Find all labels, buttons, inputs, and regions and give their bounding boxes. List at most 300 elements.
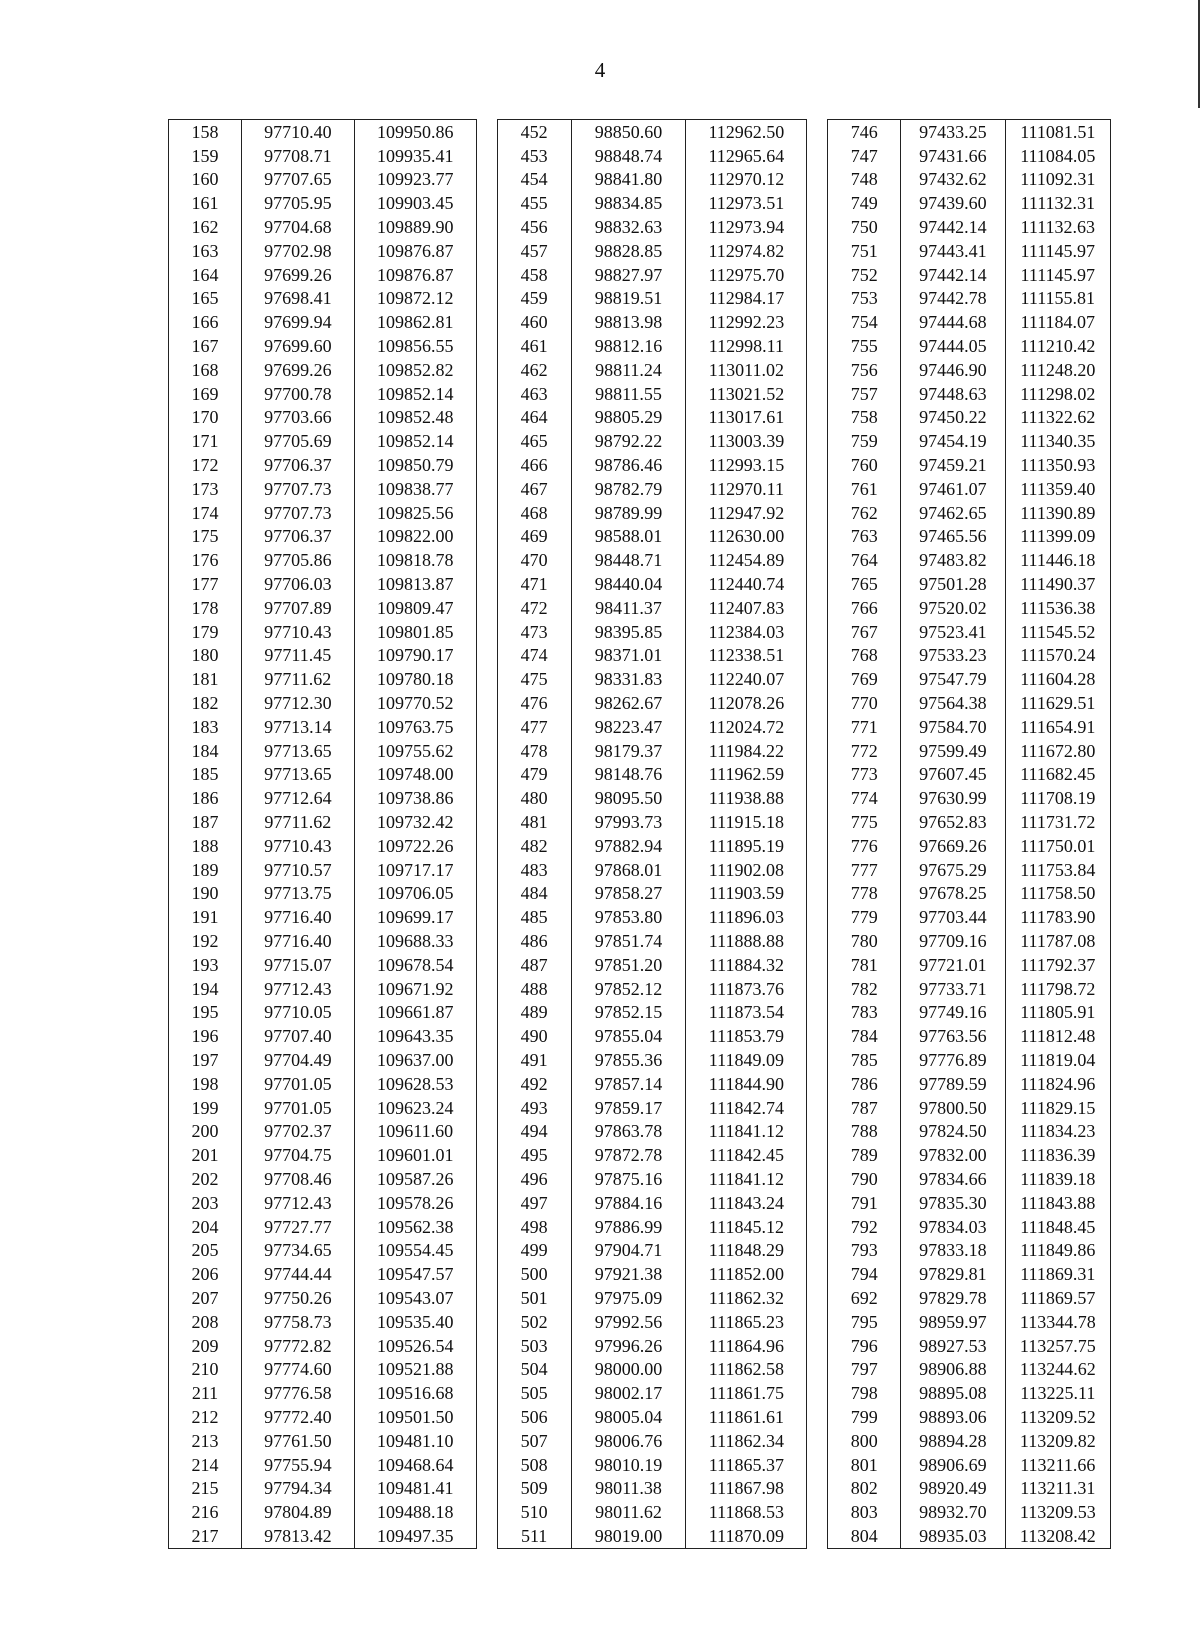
x-coordinate-cell: 97992.56 bbox=[571, 1310, 686, 1334]
x-coordinate-cell: 97776.58 bbox=[242, 1381, 355, 1405]
x-coordinate-cell: 97712.30 bbox=[242, 691, 355, 715]
y-coordinate-cell: 109578.26 bbox=[354, 1191, 476, 1215]
point-number-cell: 788 bbox=[828, 1119, 901, 1143]
x-coordinate-cell: 98805.29 bbox=[571, 406, 686, 430]
y-coordinate-cell: 109521.88 bbox=[354, 1357, 476, 1381]
column-separator bbox=[476, 334, 497, 358]
y-coordinate-cell: 113257.75 bbox=[1005, 1334, 1110, 1358]
point-number-cell: 453 bbox=[497, 144, 571, 168]
point-number-cell: 162 bbox=[169, 215, 242, 239]
column-separator bbox=[476, 1476, 497, 1500]
point-number-cell: 777 bbox=[828, 858, 901, 882]
x-coordinate-cell: 98789.99 bbox=[571, 501, 686, 525]
point-number-cell: 801 bbox=[828, 1453, 901, 1477]
point-number-cell: 766 bbox=[828, 596, 901, 620]
x-coordinate-cell: 97444.68 bbox=[901, 310, 1005, 334]
table-row bbox=[169, 929, 1111, 953]
x-coordinate-cell: 97707.89 bbox=[242, 596, 355, 620]
y-coordinate-cell: 111869.57 bbox=[1005, 1286, 1110, 1310]
y-coordinate-cell: 111861.61 bbox=[686, 1405, 807, 1429]
column-separator bbox=[476, 453, 497, 477]
y-coordinate-cell: 111862.32 bbox=[686, 1286, 807, 1310]
point-number-cell: 758 bbox=[828, 406, 901, 430]
table-row bbox=[169, 239, 1111, 263]
y-coordinate-cell: 109468.64 bbox=[354, 1453, 476, 1477]
point-number-cell: 769 bbox=[828, 667, 901, 691]
y-coordinate-cell: 111938.88 bbox=[686, 786, 807, 810]
x-coordinate-cell: 97868.01 bbox=[571, 858, 686, 882]
point-number-cell: 802 bbox=[828, 1476, 901, 1500]
y-coordinate-cell: 111248.20 bbox=[1005, 358, 1110, 382]
x-coordinate-cell: 97710.57 bbox=[242, 858, 355, 882]
column-separator bbox=[807, 1262, 828, 1286]
y-coordinate-cell: 111570.24 bbox=[1005, 644, 1110, 668]
column-separator bbox=[476, 191, 497, 215]
column-separator bbox=[476, 1453, 497, 1477]
column-separator bbox=[807, 786, 828, 810]
column-separator bbox=[807, 1310, 828, 1334]
x-coordinate-cell: 97702.98 bbox=[242, 239, 355, 263]
point-number-cell: 198 bbox=[169, 1072, 242, 1096]
point-number-cell: 480 bbox=[497, 786, 571, 810]
point-number-cell: 192 bbox=[169, 929, 242, 953]
y-coordinate-cell: 113211.31 bbox=[1005, 1476, 1110, 1500]
x-coordinate-cell: 98935.03 bbox=[901, 1524, 1005, 1548]
x-coordinate-cell: 98894.28 bbox=[901, 1429, 1005, 1453]
y-coordinate-cell: 112384.03 bbox=[686, 620, 807, 644]
point-number-cell: 771 bbox=[828, 715, 901, 739]
point-number-cell: 475 bbox=[497, 667, 571, 691]
y-coordinate-cell: 112078.26 bbox=[686, 691, 807, 715]
x-coordinate-cell: 98895.08 bbox=[901, 1381, 1005, 1405]
x-coordinate-cell: 97707.73 bbox=[242, 477, 355, 501]
x-coordinate-cell: 98920.49 bbox=[901, 1476, 1005, 1500]
point-number-cell: 774 bbox=[828, 786, 901, 810]
y-coordinate-cell: 109587.26 bbox=[354, 1167, 476, 1191]
x-coordinate-cell: 97442.14 bbox=[901, 263, 1005, 287]
point-number-cell: 196 bbox=[169, 1024, 242, 1048]
x-coordinate-cell: 97446.90 bbox=[901, 358, 1005, 382]
point-number-cell: 169 bbox=[169, 382, 242, 406]
point-number-cell: 200 bbox=[169, 1119, 242, 1143]
y-coordinate-cell: 109856.55 bbox=[354, 334, 476, 358]
column-separator bbox=[807, 1453, 828, 1477]
x-coordinate-cell: 97755.94 bbox=[242, 1453, 355, 1477]
x-coordinate-cell: 98792.22 bbox=[571, 429, 686, 453]
y-coordinate-cell: 109780.18 bbox=[354, 667, 476, 691]
y-coordinate-cell: 111708.19 bbox=[1005, 786, 1110, 810]
x-coordinate-cell: 97712.43 bbox=[242, 1191, 355, 1215]
table-row bbox=[169, 1310, 1111, 1334]
point-number-cell: 765 bbox=[828, 572, 901, 596]
x-coordinate-cell: 98827.97 bbox=[571, 263, 686, 287]
point-number-cell: 790 bbox=[828, 1167, 901, 1191]
y-coordinate-cell: 111869.31 bbox=[1005, 1262, 1110, 1286]
y-coordinate-cell: 111862.58 bbox=[686, 1357, 807, 1381]
x-coordinate-cell: 97774.60 bbox=[242, 1357, 355, 1381]
point-number-cell: 479 bbox=[497, 763, 571, 787]
table-row bbox=[169, 1357, 1111, 1381]
y-coordinate-cell: 111844.90 bbox=[686, 1072, 807, 1096]
y-coordinate-cell: 109717.17 bbox=[354, 858, 476, 882]
point-number-cell: 216 bbox=[169, 1500, 242, 1524]
y-coordinate-cell: 112993.15 bbox=[686, 453, 807, 477]
x-coordinate-cell: 98848.74 bbox=[571, 144, 686, 168]
y-coordinate-cell: 111155.81 bbox=[1005, 287, 1110, 311]
point-number-cell: 465 bbox=[497, 429, 571, 453]
y-coordinate-cell: 109738.86 bbox=[354, 786, 476, 810]
x-coordinate-cell: 97855.36 bbox=[571, 1048, 686, 1072]
y-coordinate-cell: 111132.63 bbox=[1005, 215, 1110, 239]
column-separator bbox=[807, 763, 828, 787]
column-separator bbox=[476, 1405, 497, 1429]
point-number-cell: 215 bbox=[169, 1476, 242, 1500]
point-number-cell: 454 bbox=[497, 168, 571, 192]
y-coordinate-cell: 111322.62 bbox=[1005, 406, 1110, 430]
y-coordinate-cell: 111862.34 bbox=[686, 1429, 807, 1453]
point-number-cell: 800 bbox=[828, 1429, 901, 1453]
point-number-cell: 789 bbox=[828, 1143, 901, 1167]
x-coordinate-cell: 98811.55 bbox=[571, 382, 686, 406]
point-number-cell: 455 bbox=[497, 191, 571, 215]
y-coordinate-cell: 111081.51 bbox=[1005, 120, 1110, 144]
y-coordinate-cell: 112973.51 bbox=[686, 191, 807, 215]
column-separator bbox=[476, 810, 497, 834]
x-coordinate-cell: 97705.69 bbox=[242, 429, 355, 453]
point-number-cell: 180 bbox=[169, 644, 242, 668]
point-number-cell: 498 bbox=[497, 1215, 571, 1239]
x-coordinate-cell: 97859.17 bbox=[571, 1096, 686, 1120]
x-coordinate-cell: 97462.65 bbox=[901, 501, 1005, 525]
table-row bbox=[169, 977, 1111, 1001]
y-coordinate-cell: 109722.26 bbox=[354, 834, 476, 858]
table-row bbox=[169, 144, 1111, 168]
x-coordinate-cell: 97675.29 bbox=[901, 858, 1005, 882]
x-coordinate-cell: 97704.75 bbox=[242, 1143, 355, 1167]
y-coordinate-cell: 113209.53 bbox=[1005, 1500, 1110, 1524]
column-separator bbox=[476, 1072, 497, 1096]
column-separator bbox=[807, 310, 828, 334]
y-coordinate-cell: 112984.17 bbox=[686, 287, 807, 311]
x-coordinate-cell: 97706.03 bbox=[242, 572, 355, 596]
column-separator bbox=[807, 1238, 828, 1262]
point-number-cell: 452 bbox=[497, 120, 571, 144]
y-coordinate-cell: 109554.45 bbox=[354, 1238, 476, 1262]
table-row bbox=[169, 572, 1111, 596]
y-coordinate-cell: 109801.85 bbox=[354, 620, 476, 644]
x-coordinate-cell: 97832.00 bbox=[901, 1143, 1005, 1167]
point-number-cell: 759 bbox=[828, 429, 901, 453]
y-coordinate-cell: 112973.94 bbox=[686, 215, 807, 239]
column-separator bbox=[476, 1381, 497, 1405]
y-coordinate-cell: 111298.02 bbox=[1005, 382, 1110, 406]
y-coordinate-cell: 109481.10 bbox=[354, 1429, 476, 1453]
x-coordinate-cell: 97700.78 bbox=[242, 382, 355, 406]
x-coordinate-cell: 98959.97 bbox=[901, 1310, 1005, 1334]
column-separator bbox=[807, 501, 828, 525]
y-coordinate-cell: 111848.45 bbox=[1005, 1215, 1110, 1239]
point-number-cell: 458 bbox=[497, 263, 571, 287]
y-coordinate-cell: 109822.00 bbox=[354, 525, 476, 549]
point-number-cell: 503 bbox=[497, 1334, 571, 1358]
table-row bbox=[169, 334, 1111, 358]
x-coordinate-cell: 98828.85 bbox=[571, 239, 686, 263]
y-coordinate-cell: 111873.76 bbox=[686, 977, 807, 1001]
y-coordinate-cell: 111792.37 bbox=[1005, 953, 1110, 977]
point-number-cell: 484 bbox=[497, 882, 571, 906]
x-coordinate-cell: 97851.74 bbox=[571, 929, 686, 953]
x-coordinate-cell: 97713.65 bbox=[242, 739, 355, 763]
y-coordinate-cell: 111884.32 bbox=[686, 953, 807, 977]
x-coordinate-cell: 97708.46 bbox=[242, 1167, 355, 1191]
y-coordinate-cell: 111399.09 bbox=[1005, 525, 1110, 549]
table-row bbox=[169, 287, 1111, 311]
y-coordinate-cell: 111654.91 bbox=[1005, 715, 1110, 739]
y-coordinate-cell: 109852.14 bbox=[354, 429, 476, 453]
point-number-cell: 761 bbox=[828, 477, 901, 501]
y-coordinate-cell: 109852.82 bbox=[354, 358, 476, 382]
table-row bbox=[169, 1119, 1111, 1143]
x-coordinate-cell: 97678.25 bbox=[901, 882, 1005, 906]
point-number-cell: 190 bbox=[169, 882, 242, 906]
x-coordinate-cell: 98179.37 bbox=[571, 739, 686, 763]
point-number-cell: 793 bbox=[828, 1238, 901, 1262]
point-number-cell: 501 bbox=[497, 1286, 571, 1310]
x-coordinate-cell: 97921.38 bbox=[571, 1262, 686, 1286]
y-coordinate-cell: 111868.53 bbox=[686, 1500, 807, 1524]
x-coordinate-cell: 97705.95 bbox=[242, 191, 355, 215]
column-separator bbox=[807, 1524, 828, 1548]
column-separator bbox=[476, 667, 497, 691]
point-number-cell: 751 bbox=[828, 239, 901, 263]
y-coordinate-cell: 111842.74 bbox=[686, 1096, 807, 1120]
point-number-cell: 205 bbox=[169, 1238, 242, 1262]
x-coordinate-cell: 97872.78 bbox=[571, 1143, 686, 1167]
point-number-cell: 770 bbox=[828, 691, 901, 715]
y-coordinate-cell: 111836.39 bbox=[1005, 1143, 1110, 1167]
y-coordinate-cell: 111731.72 bbox=[1005, 810, 1110, 834]
point-number-cell: 179 bbox=[169, 620, 242, 644]
x-coordinate-cell: 98005.04 bbox=[571, 1405, 686, 1429]
point-number-cell: 207 bbox=[169, 1286, 242, 1310]
point-number-cell: 176 bbox=[169, 548, 242, 572]
point-number-cell: 787 bbox=[828, 1096, 901, 1120]
column-separator bbox=[807, 525, 828, 549]
column-separator bbox=[476, 1024, 497, 1048]
point-number-cell: 746 bbox=[828, 120, 901, 144]
point-number-cell: 509 bbox=[497, 1476, 571, 1500]
x-coordinate-cell: 98019.00 bbox=[571, 1524, 686, 1548]
column-separator bbox=[807, 1357, 828, 1381]
point-number-cell: 191 bbox=[169, 905, 242, 929]
point-number-cell: 797 bbox=[828, 1357, 901, 1381]
x-coordinate-cell: 98893.06 bbox=[901, 1405, 1005, 1429]
x-coordinate-cell: 98095.50 bbox=[571, 786, 686, 810]
column-separator bbox=[476, 929, 497, 953]
x-coordinate-cell: 97465.56 bbox=[901, 525, 1005, 549]
column-separator bbox=[807, 215, 828, 239]
point-number-cell: 497 bbox=[497, 1191, 571, 1215]
table-row bbox=[169, 763, 1111, 787]
point-number-cell: 478 bbox=[497, 739, 571, 763]
y-coordinate-cell: 109623.24 bbox=[354, 1096, 476, 1120]
table-row bbox=[169, 620, 1111, 644]
column-separator bbox=[807, 1381, 828, 1405]
column-separator bbox=[807, 1024, 828, 1048]
column-separator bbox=[807, 739, 828, 763]
x-coordinate-cell: 97459.21 bbox=[901, 453, 1005, 477]
point-number-cell: 470 bbox=[497, 548, 571, 572]
x-coordinate-cell: 97701.05 bbox=[242, 1072, 355, 1096]
column-separator bbox=[807, 572, 828, 596]
column-separator bbox=[476, 644, 497, 668]
y-coordinate-cell: 109688.33 bbox=[354, 929, 476, 953]
column-separator bbox=[476, 715, 497, 739]
point-number-cell: 487 bbox=[497, 953, 571, 977]
point-number-cell: 177 bbox=[169, 572, 242, 596]
x-coordinate-cell: 97975.09 bbox=[571, 1286, 686, 1310]
y-coordinate-cell: 111839.18 bbox=[1005, 1167, 1110, 1191]
column-separator bbox=[807, 596, 828, 620]
table-row bbox=[169, 1024, 1111, 1048]
y-coordinate-cell: 109872.12 bbox=[354, 287, 476, 311]
y-coordinate-cell: 112970.12 bbox=[686, 168, 807, 192]
point-number-cell: 473 bbox=[497, 620, 571, 644]
x-coordinate-cell: 97851.20 bbox=[571, 953, 686, 977]
x-coordinate-cell: 98223.47 bbox=[571, 715, 686, 739]
y-coordinate-cell: 111903.59 bbox=[686, 882, 807, 906]
y-coordinate-cell: 111824.96 bbox=[1005, 1072, 1110, 1096]
table-row bbox=[169, 168, 1111, 192]
y-coordinate-cell: 109876.87 bbox=[354, 263, 476, 287]
point-number-cell: 500 bbox=[497, 1262, 571, 1286]
point-number-cell: 791 bbox=[828, 1191, 901, 1215]
point-number-cell: 214 bbox=[169, 1453, 242, 1477]
x-coordinate-cell: 97713.75 bbox=[242, 882, 355, 906]
x-coordinate-cell: 97835.30 bbox=[901, 1191, 1005, 1215]
y-coordinate-cell: 109763.75 bbox=[354, 715, 476, 739]
point-number-cell: 491 bbox=[497, 1048, 571, 1072]
point-number-cell: 472 bbox=[497, 596, 571, 620]
x-coordinate-cell: 97904.71 bbox=[571, 1238, 686, 1262]
x-coordinate-cell: 97857.14 bbox=[571, 1072, 686, 1096]
point-number-cell: 194 bbox=[169, 977, 242, 1001]
x-coordinate-cell: 97712.43 bbox=[242, 977, 355, 1001]
column-separator bbox=[476, 882, 497, 906]
column-separator bbox=[807, 191, 828, 215]
x-coordinate-cell: 97707.73 bbox=[242, 501, 355, 525]
x-coordinate-cell: 97716.40 bbox=[242, 905, 355, 929]
table-row bbox=[169, 382, 1111, 406]
column-separator bbox=[807, 120, 828, 144]
x-coordinate-cell: 97533.23 bbox=[901, 644, 1005, 668]
point-number-cell: 779 bbox=[828, 905, 901, 929]
column-separator bbox=[807, 382, 828, 406]
column-separator bbox=[476, 501, 497, 525]
y-coordinate-cell: 109813.87 bbox=[354, 572, 476, 596]
table-row bbox=[169, 1215, 1111, 1239]
x-coordinate-cell: 97713.65 bbox=[242, 763, 355, 787]
point-number-cell: 495 bbox=[497, 1143, 571, 1167]
point-number-cell: 505 bbox=[497, 1381, 571, 1405]
column-separator bbox=[476, 1524, 497, 1548]
y-coordinate-cell: 113344.78 bbox=[1005, 1310, 1110, 1334]
table-row bbox=[169, 1500, 1111, 1524]
y-coordinate-cell: 109852.14 bbox=[354, 382, 476, 406]
column-separator bbox=[476, 263, 497, 287]
y-coordinate-cell: 112338.51 bbox=[686, 644, 807, 668]
y-coordinate-cell: 109935.41 bbox=[354, 144, 476, 168]
table-row bbox=[169, 1191, 1111, 1215]
y-coordinate-cell: 111853.79 bbox=[686, 1024, 807, 1048]
point-number-cell: 163 bbox=[169, 239, 242, 263]
point-number-cell: 463 bbox=[497, 382, 571, 406]
x-coordinate-cell: 97630.99 bbox=[901, 786, 1005, 810]
point-number-cell: 775 bbox=[828, 810, 901, 834]
column-separator bbox=[807, 1000, 828, 1024]
y-coordinate-cell: 111848.29 bbox=[686, 1238, 807, 1262]
y-coordinate-cell: 111845.12 bbox=[686, 1215, 807, 1239]
point-number-cell: 486 bbox=[497, 929, 571, 953]
point-number-cell: 468 bbox=[497, 501, 571, 525]
x-coordinate-cell: 98834.85 bbox=[571, 191, 686, 215]
point-number-cell: 781 bbox=[828, 953, 901, 977]
y-coordinate-cell: 112440.74 bbox=[686, 572, 807, 596]
y-coordinate-cell: 113225.11 bbox=[1005, 1381, 1110, 1405]
x-coordinate-cell: 97824.50 bbox=[901, 1119, 1005, 1143]
point-number-cell: 195 bbox=[169, 1000, 242, 1024]
point-number-cell: 184 bbox=[169, 739, 242, 763]
column-separator bbox=[807, 1143, 828, 1167]
point-number-cell: 201 bbox=[169, 1143, 242, 1167]
column-separator bbox=[807, 239, 828, 263]
y-coordinate-cell: 112970.11 bbox=[686, 477, 807, 501]
point-number-cell: 471 bbox=[497, 572, 571, 596]
y-coordinate-cell: 111798.72 bbox=[1005, 977, 1110, 1001]
column-separator bbox=[476, 763, 497, 787]
table-row bbox=[169, 644, 1111, 668]
x-coordinate-cell: 97711.62 bbox=[242, 810, 355, 834]
point-number-cell: 508 bbox=[497, 1453, 571, 1477]
x-coordinate-cell: 97704.49 bbox=[242, 1048, 355, 1072]
point-number-cell: 786 bbox=[828, 1072, 901, 1096]
x-coordinate-cell: 98932.70 bbox=[901, 1500, 1005, 1524]
point-number-cell: 168 bbox=[169, 358, 242, 382]
table-row bbox=[169, 548, 1111, 572]
table-row bbox=[169, 1238, 1111, 1262]
column-separator bbox=[476, 120, 497, 144]
x-coordinate-cell: 98813.98 bbox=[571, 310, 686, 334]
y-coordinate-cell: 111819.04 bbox=[1005, 1048, 1110, 1072]
table-row bbox=[169, 429, 1111, 453]
x-coordinate-cell: 98927.53 bbox=[901, 1334, 1005, 1358]
column-separator bbox=[476, 1048, 497, 1072]
x-coordinate-cell: 97702.37 bbox=[242, 1119, 355, 1143]
column-separator bbox=[807, 644, 828, 668]
x-coordinate-cell: 97450.22 bbox=[901, 406, 1005, 430]
x-coordinate-cell: 97564.38 bbox=[901, 691, 1005, 715]
point-number-cell: 171 bbox=[169, 429, 242, 453]
table-row bbox=[169, 1476, 1111, 1500]
column-separator bbox=[807, 929, 828, 953]
point-number-cell: 158 bbox=[169, 120, 242, 144]
point-number-cell: 204 bbox=[169, 1215, 242, 1239]
y-coordinate-cell: 111841.12 bbox=[686, 1167, 807, 1191]
x-coordinate-cell: 97710.43 bbox=[242, 834, 355, 858]
x-coordinate-cell: 98448.71 bbox=[571, 548, 686, 572]
x-coordinate-cell: 97863.78 bbox=[571, 1119, 686, 1143]
x-coordinate-cell: 97734.65 bbox=[242, 1238, 355, 1262]
